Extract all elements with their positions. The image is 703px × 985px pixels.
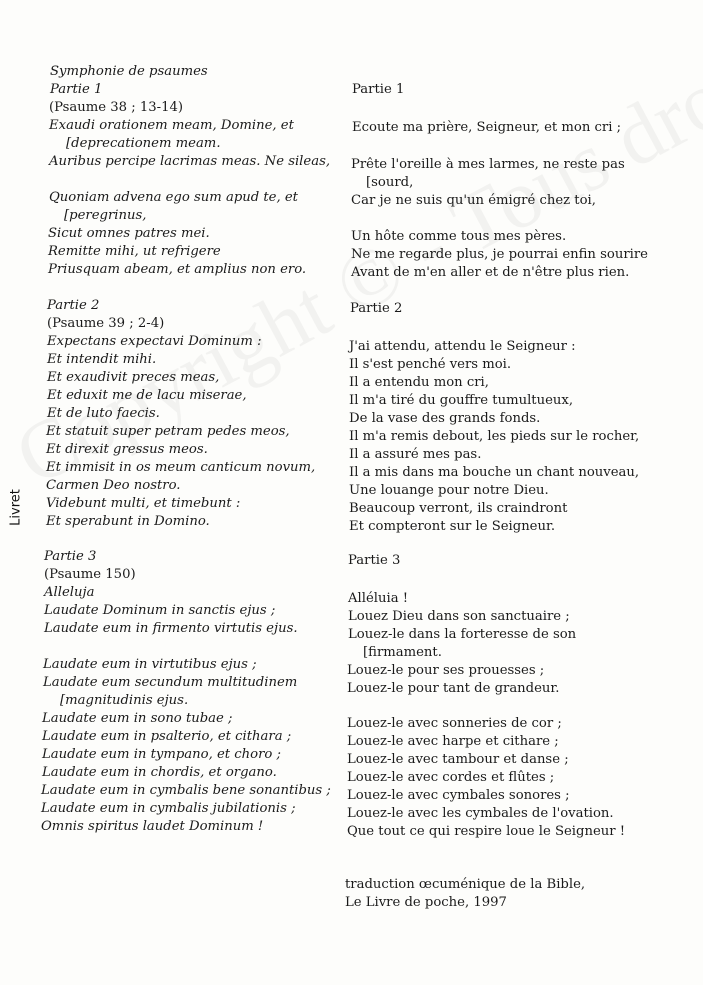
latin-line: Et eduxit me de lacu miserae,	[47, 388, 247, 403]
latin-p3-heading: Partie 3	[44, 549, 97, 564]
french-line: Louez-le avec les cymbales de l'ovation.	[347, 806, 614, 821]
latin-line: Priusquam abeam, et amplius non ero.	[48, 262, 307, 277]
latin-line: Quoniam advena ego sum apud te, et	[49, 190, 298, 205]
latin-line: Laudate eum in cymbalis bene sonantibus ;	[41, 783, 331, 798]
french-line: [sourd,	[366, 175, 414, 190]
french-p2-heading: Partie 2	[350, 301, 403, 316]
french-line: Louez-le pour ses prouesses ;	[347, 663, 545, 678]
french-line: Un hôte comme tous mes pères.	[351, 229, 567, 244]
latin-line: Et exaudivit preces meas,	[47, 370, 220, 385]
latin-line: Laudate eum in cymbalis jubilationis ;	[41, 801, 296, 816]
french-line: Car je ne suis qu'un émigré chez toi,	[351, 193, 596, 208]
latin-p3-ref: (Psaume 150)	[44, 567, 136, 582]
latin-p2-heading: Partie 2	[47, 298, 100, 313]
french-line: Il a mis dans ma bouche un chant nouveau,	[349, 465, 640, 480]
latin-line: Expectans expectavi Dominum :	[47, 334, 262, 349]
french-line: Louez-le avec cymbales sonores ;	[347, 788, 570, 803]
french-p3-heading: Partie 3	[348, 553, 401, 568]
latin-line: Videbunt multi, et timebunt :	[46, 496, 241, 511]
latin-line: Et intendit mihi.	[47, 352, 157, 367]
latin-line: Sicut omnes patres mei.	[48, 226, 210, 241]
latin-line: Remitte mihi, ut refrigere	[48, 244, 221, 259]
latin-line: Laudate Dominum in sanctis ejus ;	[44, 603, 276, 618]
latin-line: Laudate eum in sono tubae ;	[42, 711, 233, 726]
latin-line: Laudate eum in psalterio, et cithara ;	[42, 729, 292, 744]
french-line: Ecoute ma prière, Seigneur, et mon cri ;	[352, 120, 622, 135]
latin-p1-heading: Partie 1	[50, 82, 103, 97]
latin-line: Alleluja	[44, 585, 95, 600]
latin-p2-ref: (Psaume 39 ; 2-4)	[47, 316, 165, 331]
latin-line: [deprecationem meam.	[66, 136, 221, 151]
latin-line: Et statuit super petram pedes meos,	[46, 424, 290, 439]
french-line: Il m'a remis debout, les pieds sur le rocher,	[349, 429, 640, 444]
french-line: Avant de m'en aller et de n'être plus rien.	[351, 265, 630, 280]
french-line: Louez-le dans la forteresse de son	[348, 627, 577, 642]
latin-line: [peregrinus,	[64, 208, 147, 223]
latin-line: Et de luto faecis.	[47, 406, 160, 421]
latin-p1-ref: (Psaume 38 ; 13-14)	[49, 100, 184, 115]
french-line: Il m'a tiré du gouffre tumultueux,	[349, 393, 574, 408]
latin-line: Et direxit gressus meos.	[46, 442, 208, 457]
french-line: Que tout ce qui respire loue le Seigneur !	[347, 824, 626, 839]
french-line: Et compteront sur le Seigneur.	[349, 519, 556, 534]
french-line: J'ai attendu, attendu le Seigneur :	[349, 339, 576, 354]
french-line: Ne me regarde plus, je pourrai enfin sourire	[351, 247, 648, 262]
french-line: Beaucoup verront, ils craindront	[349, 501, 568, 516]
latin-line: Laudate eum in chordis, et organo.	[42, 765, 277, 780]
french-line: Alléluia !	[348, 591, 409, 606]
french-line: Une louange pour notre Dieu.	[349, 483, 549, 498]
french-line: Louez-le avec harpe et cithare ;	[347, 734, 559, 749]
french-line: Louez-le avec sonneries de cor ;	[347, 716, 562, 731]
french-line: Louez-le pour tant de grandeur.	[347, 681, 560, 696]
french-line: Prête l'oreille à mes larmes, ne reste pas	[351, 157, 625, 172]
french-line: Louez-le avec tambour et danse ;	[347, 752, 569, 767]
latin-line: Et immisit in os meum canticum novum,	[46, 460, 316, 475]
french-p1-heading: Partie 1	[352, 82, 405, 97]
latin-line: Laudate eum in firmento virtutis ejus.	[44, 621, 298, 636]
latin-line: Laudate eum in virtutibus ejus ;	[43, 657, 257, 672]
latin-line: Laudate eum secundum multitudinem	[43, 675, 298, 690]
work-title: Symphonie de psaumes	[50, 64, 208, 79]
translation-credit: traduction œcuménique de la Bible,	[345, 877, 586, 892]
french-line: Il s'est penché vers moi.	[349, 357, 512, 372]
french-line: Louez Dieu dans son sanctuaire ;	[348, 609, 570, 624]
latin-line: Et sperabunt in Domino.	[46, 514, 210, 529]
french-line: De la vase des grands fonds.	[349, 411, 541, 426]
french-line: Il a assuré mes pas.	[349, 447, 482, 462]
latin-line: Carmen Deo nostro.	[46, 478, 181, 493]
side-label-livret: Livret	[8, 489, 24, 526]
translation-credit: Le Livre de poche, 1997	[345, 895, 507, 910]
latin-line: Auribus percipe lacrimas meas. Ne sileas,	[49, 154, 331, 169]
latin-line: Omnis spiritus laudet Dominum !	[41, 819, 264, 834]
latin-line: Exaudi orationem meam, Domine, et	[49, 118, 294, 133]
french-line: [firmament.	[363, 645, 442, 660]
french-line: Louez-le avec cordes et flûtes ;	[347, 770, 555, 785]
latin-line: Laudate eum in tympano, et choro ;	[42, 747, 281, 762]
latin-line: [magnitudinis ejus.	[60, 693, 189, 708]
french-line: Il a entendu mon cri,	[349, 375, 489, 390]
